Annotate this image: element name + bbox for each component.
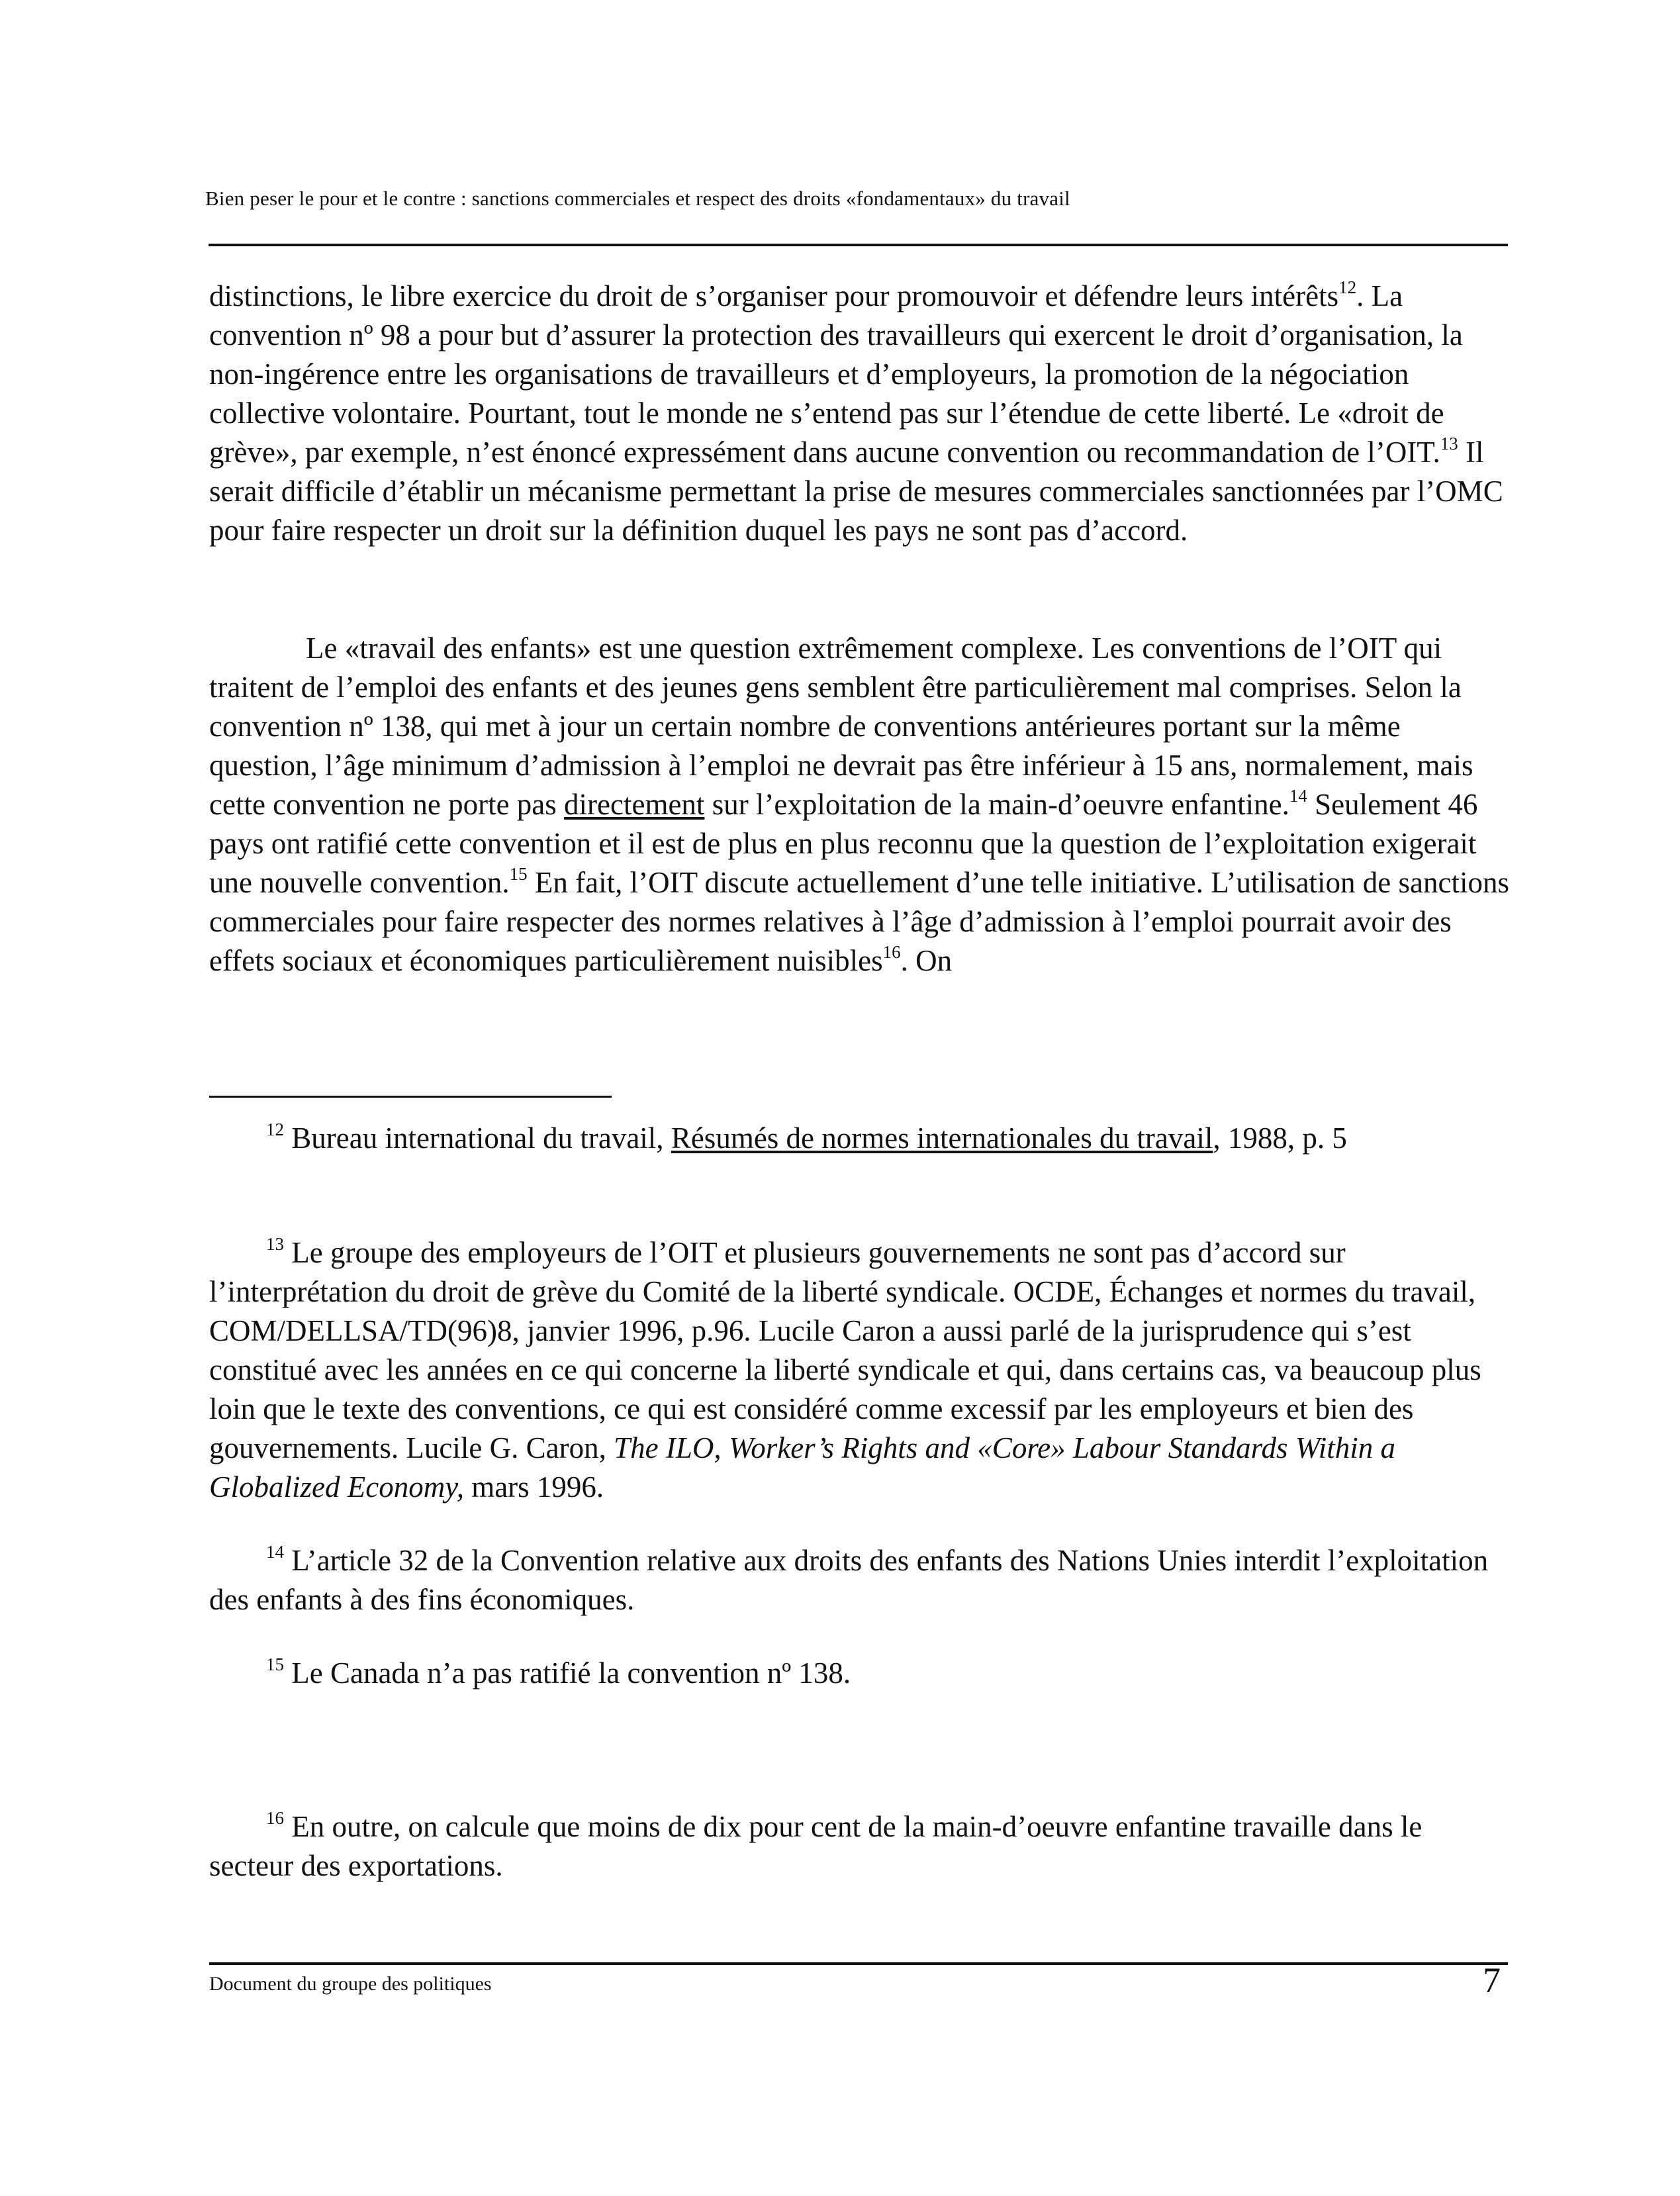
footnote-15: [209, 1654, 1513, 1693]
footnote-text: En outre, on calcule que moins de dix pour cent de la main-d’oeuvre enfantine travaille dans le secteur des exportations.: [209, 1810, 1423, 1882]
footnote-text: Le groupe des employeurs de l’OIT et plusieurs gouvernements ne sont pas d’accord sur l’interprétation du droit de grève du Comité de la liberté syndicale. OCDE, Échanges et normes du travail, COM/DELLSA/TD(96)8, janvier 1996, p.96. Lucile Caron a aussi parlé de la jurisprudence qui s’est constitué avec les années en ce qui concerne la liberté syndicale et qui, dans certains cas, va beaucoup plus loin que le texte des conventions, ce qui est considéré comme excessif par les employeurs et bien des gouvernements. Lucile G. Caron,: [209, 1236, 1481, 1464]
running-header: Bien peser le pour et le contre : sanctions commerciales et respect des droits «fondamentaux» du travail: [205, 187, 1070, 210]
body-paragraph-2: [209, 629, 1513, 980]
paragraph-text: . On: [900, 944, 953, 977]
footnote-title: The ILO, Worker’s Rights and «Core» Labour Standards Within a Globalized Economy,: [209, 1431, 1396, 1504]
paragraph-text: En fait, l’OIT discute actuellement d’une telle initiative. L’utilisation de sanctions commerciales pour faire respecter des normes relatives à l’âge d’admission à l’emploi pourrait avoir des effets sociaux et économiques particulièrement nuisibles: [209, 866, 1509, 977]
paragraph-text: distinctions, le libre exercice du droit de s’organiser pour promouvoir et défendre leurs intérêts: [209, 279, 1339, 312]
paragraph-text: . La convention nº 98 a pour but d’assurer la protection des travailleurs qui exercent le droit d’organisation, la non-ingérence entre les organisations de travailleurs et d’employeurs, la promotion de la négociation collective volontaire. Pourtant, tout le monde ne s’entend pas sur l’étendue de cette liberté. Le «droit de grève», par exemple, n’est énoncé expressément dans aucune convention ou recommandation de l’OIT.: [209, 279, 1463, 469]
paragraph-text: Seulement 46 pays ont ratifié cette convention et il est de plus en plus reconnu que la question de l’exploitation exigerait une nouvelle convention.: [209, 788, 1478, 899]
page-number: 7: [1483, 1960, 1501, 2000]
footnote-ref-15: 15: [509, 864, 528, 884]
paragraph-text: sur l’exploitation de la main-d’oeuvre enfantine.: [704, 788, 1289, 821]
footnote-number: 16: [266, 1808, 284, 1829]
footnote-number: 13: [266, 1234, 284, 1255]
footnote-text: mars 1996.: [463, 1470, 604, 1504]
footnote-text: Bureau international du travail,: [284, 1122, 671, 1155]
footnote-number: 15: [266, 1654, 284, 1675]
footnote-title: Résumés de normes internationales du travail: [671, 1122, 1213, 1155]
underlined-word: directement: [564, 788, 705, 821]
body-paragraph-1: [209, 277, 1513, 550]
footnote-14: [209, 1541, 1513, 1619]
paragraph-text: Il serait difficile d’établir un mécanisme permettant la prise de mesures commerciales sanctionnées par l’OMC pour faire respecter un droit sur la définition duquel les pays ne sont pas d’accord.: [209, 436, 1503, 547]
footnote-text: , 1988, p. 5: [1213, 1122, 1347, 1155]
footnote-text: L’article 32 de la Convention relative aux droits des enfants des Nations Unies interdit l’exploitation des enfants à des fins économiques.: [209, 1544, 1489, 1616]
footnote-ref-14: 14: [1289, 786, 1307, 806]
footer-rule: [209, 1962, 1508, 1965]
footnote-text: Le Canada n’a pas ratifié la convention nº 138.: [284, 1656, 851, 1690]
footnote-separator: [209, 1096, 612, 1098]
footnote-number: 14: [266, 1542, 284, 1562]
footnote-number: 12: [266, 1120, 284, 1140]
footnote-13: [209, 1233, 1513, 1507]
header-rule: [209, 244, 1508, 246]
footnote-ref-12: 12: [1338, 277, 1357, 298]
footnote-ref-13: 13: [1440, 434, 1458, 454]
footnote-16: [209, 1807, 1513, 1886]
footer-label: Document du groupe des politiques: [209, 1973, 492, 1995]
paragraph-text: Le «travail des enfants» est une question extrêmement complexe. Les conventions de l’OIT qui traitent de l’emploi des enfants et des jeunes gens semblent être particulièrement mal comprises. Selon la convention nº 138, qui met à jour un certain nombre de conventions antérieures portant sur la même question, l’âge minimum d’admission à l’emploi ne devrait pas être inférieur à 15 ans, normalement, mais cette convention ne porte pas: [209, 632, 1473, 821]
footnote-ref-16: 16: [882, 942, 901, 963]
footnote-12: [209, 1119, 1513, 1158]
